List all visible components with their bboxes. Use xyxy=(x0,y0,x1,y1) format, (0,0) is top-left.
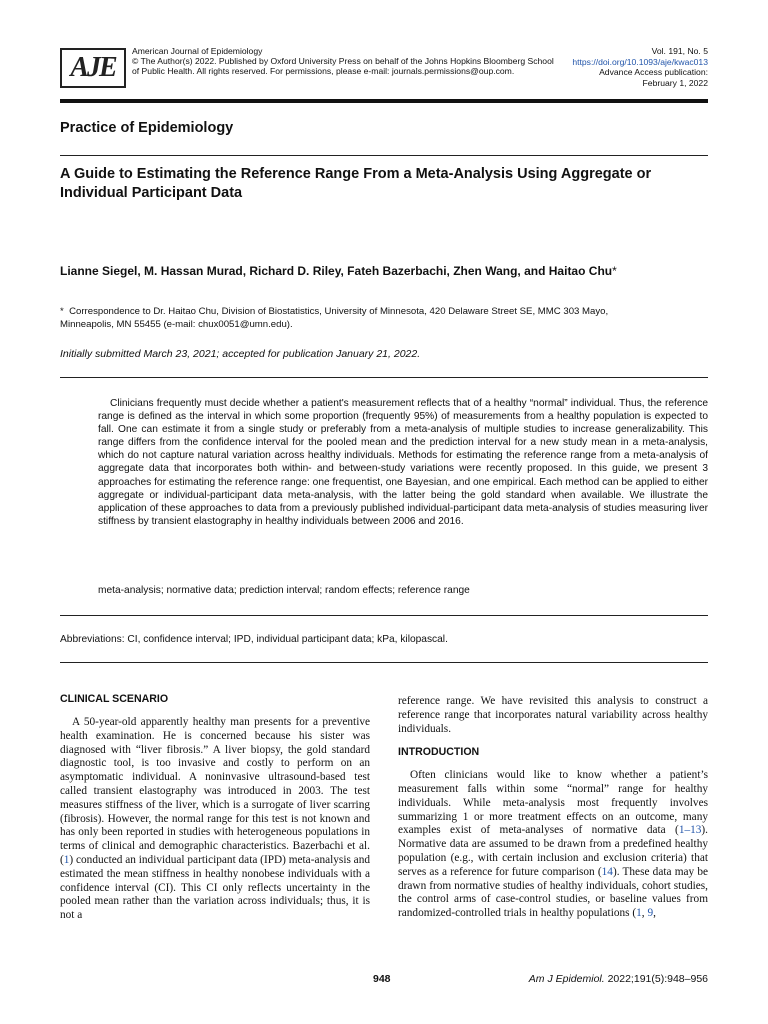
body-top-rule xyxy=(60,662,708,663)
continued-paragraph: reference range. We have revisited this analysis to construct a reference range that incorporates natural variability across healthy individuals. xyxy=(398,695,708,735)
intro-text-a: Often clinicians would like to know whether a patient’s measurement falls within some “normal” range for healthy individuals. While meta-analysis most frequently involves summarizing 1 or more treatment effects on an outcome, many examples exist of meta-analyses of normative data ( xyxy=(398,769,708,837)
correspondence xyxy=(60,305,660,331)
column-left xyxy=(60,716,370,923)
author-names: Lianne Siegel, M. Hassan Murad, Richard D. Riley, Fateh Bazerbachi, Zhen Wang, and Haitao Chu xyxy=(60,264,613,278)
column-right xyxy=(398,695,708,921)
header-rule xyxy=(60,99,708,103)
author-list xyxy=(60,263,620,279)
journal-header xyxy=(132,46,562,76)
abbreviations: Abbreviations: CI, confidence interval; IPD, individual participant data; kPa, kilopascal. xyxy=(60,634,448,645)
correspondence-mark: * xyxy=(612,264,617,278)
ref-link[interactable]: 9 xyxy=(647,907,654,920)
doi-link[interactable]: https://doi.org/10.1093/aje/kwac013 xyxy=(572,56,708,67)
introduction-paragraph xyxy=(398,769,708,921)
submission-dates: Initially submitted March 23, 2021; accepted for publication January 21, 2022. xyxy=(60,348,421,360)
clinical-text: A 50-year-old apparently healthy man presents for a preventive health examination. He is concerned because his sister was diagnosed with “liver fibrosis.” A liver biopsy, the gold standard diagnostic tool, is too invasive and costly to perform on an asymptomatic individual. A noninvasive ultrasound-based test called transient elastography was introduced in 2003. The test measures stiffness of the liver, which is a surrogate of liver scarring (fibrosis). However, the normal range for this test is not known and has only been reported in studies with heterogeneous populations in terms of clinical and demographic characteristics. Bazerbachi et al. ( xyxy=(60,716,370,866)
ref-link[interactable]: 1 xyxy=(63,853,70,866)
ref-link[interactable]: 1–13 xyxy=(678,824,702,837)
abstract-top-rule xyxy=(60,377,708,378)
ref-link[interactable]: 1 xyxy=(636,907,642,920)
copyright-notice: © The Author(s) 2022. Published by Oxford University Press on behalf of the Johns Hopkins Bloomberg School of Public Health. All rights reserved. For permissions, please e-mail: journals.permissions@oup.com. xyxy=(132,56,554,76)
correspondence-text: Correspondence to Dr. Haitao Chu, Division of Biostatistics, University of Minnesota, 420 Delaware Street SE, MMC 303 Mayo, Minneapolis, MN 55455 (e-mail: chux0051@umn.edu). xyxy=(60,306,609,330)
intro-text-c: ). These data may be drawn from normative studies of healthy individuals, cohort studies, the control arms of case-control studies, or baseline values from randomized-controlled trials in healthy populations ( xyxy=(398,865,708,920)
correspondence-mark-footnote: * xyxy=(60,306,64,317)
page-number: 948 xyxy=(373,973,391,985)
keywords: meta-analysis; normative data; prediction interval; random effects; reference range xyxy=(98,585,470,596)
ref-separator: , xyxy=(641,907,648,920)
abstract: Clinicians frequently must decide whether a patient's measurement reflects that of a healthy “normal” individual. Thus, the reference range is defined as the interval in which some proportion (frequently 95%) of measurements from a healthy population is expected to fall. One can estimate it from a single study or preferably from a meta-analysis of multiple studies to increase generalizability. This range differs from the confidence interval for the pooled mean and the prediction interval for a new study mean in a meta-analysis, which do not capture natural variation across healthy individuals. Methods for estimating the reference range from a meta-analysis of aggregate data that incorporates both within- and between-study variations were recently proposed. In this guide, we present 3 approaches for estimating the reference range: one frequentist, one Bayesian, and one empirical. Each method can be applied to either aggregate or individual-participant data meta-analysis, with the latter being the gold standard when available. We illustrate the application of these approaches to data from a previously published individual-participant data meta-analysis of studies measuring liver stiffness by transient elastography in healthy individuals between 2006 and 2016. xyxy=(98,398,708,527)
issue-info xyxy=(508,46,708,88)
clinical-scenario-heading-wrap xyxy=(60,693,370,707)
advance-access-label: Advance Access publication: xyxy=(599,67,708,78)
title-rule xyxy=(60,155,708,156)
aje-logo: AJE xyxy=(60,48,126,88)
citation-details: 2022;191(5):948–956 xyxy=(604,973,708,985)
section-label: Practice of Epidemiology xyxy=(60,120,234,136)
volume-issue: Vol. 191, No. 5 xyxy=(651,46,708,56)
clinical-text-end: ) conducted an individual participant data (IPD) meta-analysis and estimated the mean stiffness in healthy nonobese individuals with a confidence interval (CI). This CI only reflects uncertainty in the pooled mean rather than the variation across individuals; thus, it is not a xyxy=(60,853,370,922)
intro-text-b: ). Normative data are assumed to be drawn from a predefined healthy population (e.g., with certain inclusion and exclusion criteria) that serves as a reference for future comparison ( xyxy=(398,824,708,878)
article-title: A Guide to Estimating the Reference Range From a Meta-Analysis Using Aggregate or Individual Participant Data xyxy=(60,166,652,201)
clinical-scenario-heading: CLINICAL SCENARIO xyxy=(60,693,169,705)
journal-name: American Journal of Epidemiology xyxy=(132,46,263,56)
clinical-paragraph xyxy=(60,716,370,923)
publication-date: February 1, 2022 xyxy=(642,77,708,88)
ref-link[interactable]: 14 xyxy=(601,865,613,878)
journal-abbrev: Am J Epidemiol. xyxy=(528,973,605,985)
intro-text-d: , xyxy=(653,907,656,920)
introduction-heading: INTRODUCTION xyxy=(398,746,480,759)
abstract-bottom-rule xyxy=(60,615,708,616)
footer-citation xyxy=(529,973,708,985)
